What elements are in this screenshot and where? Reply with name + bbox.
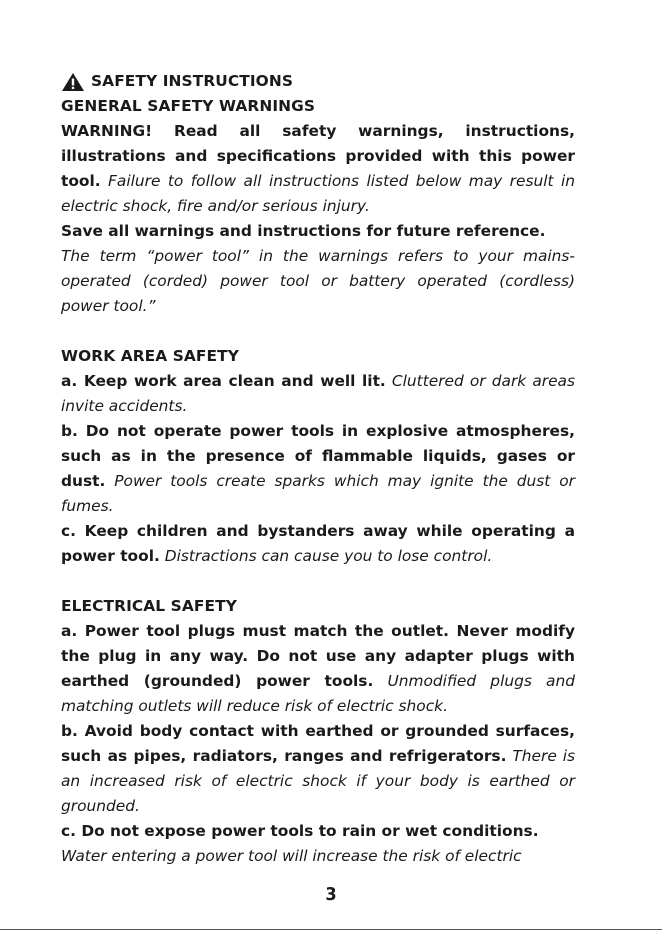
warning-paragraph (61, 119, 575, 219)
item-italic-text: Cluttered or dark areas invite accidents. (61, 372, 575, 415)
item-bold-text: c. Keep children and bystanders away while operating a power tool. (61, 522, 575, 565)
page-title: SAFETY INSTRUCTIONS (91, 72, 294, 90)
electrical-item-c (61, 819, 575, 869)
work-area-item-c (61, 519, 575, 569)
spacer (61, 569, 575, 594)
spacer (61, 319, 575, 344)
bottom-divider (0, 929, 662, 930)
electrical-item-b (61, 719, 575, 819)
item-italic-text: Unmodified plugs and matching outlets will reduce risk of electric shock. (61, 672, 575, 715)
item-italic-text: Distractions can cause you to lose control. (159, 547, 493, 565)
warning-bold-text: WARNING! Read all safety warnings, instructions, illustrations and specifications provided with this power tool. (61, 122, 575, 190)
save-bold-text: Save all warnings and instructions for future reference. (61, 222, 546, 240)
item-bold-text: a. Keep work area clean and well lit. (61, 372, 386, 390)
warning-italic-text: Failure to follow all instructions listed below may result in electric shock, fire and/or serious injury. (61, 172, 575, 215)
item-italic-text: Power tools create sparks which may ignite the dust or fumes. (61, 472, 575, 515)
item-bold-text: b. Avoid body contact with earthed or grounded surfaces, such as pipes, radiators, ranges and refrigerators. (61, 722, 575, 765)
electrical-item-a (61, 619, 575, 719)
term-paragraph (61, 244, 575, 319)
item-italic-text: There is an increased risk of electric shock if your body is earthed or grounded. (61, 747, 576, 815)
work-area-item-a (61, 369, 575, 419)
warning-triangle-icon (61, 72, 85, 92)
item-bold-text: b. Do not operate power tools in explosive atmospheres, such as in the presence of flammable liquids, gases or dust. (61, 422, 575, 490)
term-italic-text: The term “power tool” in the warnings refers to your mains-operated (corded) power tool or battery operated (cordless) power tool.” (61, 247, 575, 315)
item-bold-text: c. Do not expose power tools to rain or wet conditions. (61, 822, 539, 840)
save-paragraph (61, 219, 575, 244)
section-title (61, 69, 575, 94)
work-area-item-b (61, 419, 575, 519)
work-area-heading: WORK AREA SAFETY (61, 347, 240, 365)
electrical-heading: ELECTRICAL SAFETY (61, 597, 237, 615)
page-number: 3 (325, 884, 337, 905)
page-content (61, 69, 575, 869)
general-heading: GENERAL SAFETY WARNINGS (61, 97, 316, 115)
item-bold-text: a. Power tool plugs must match the outlet. Never modify the plug in any way. Do not use any adapter plugs with earthed (grounded) power tools. (61, 622, 575, 690)
item-italic-text: Water entering a power tool will increase the risk of electric (61, 847, 522, 865)
